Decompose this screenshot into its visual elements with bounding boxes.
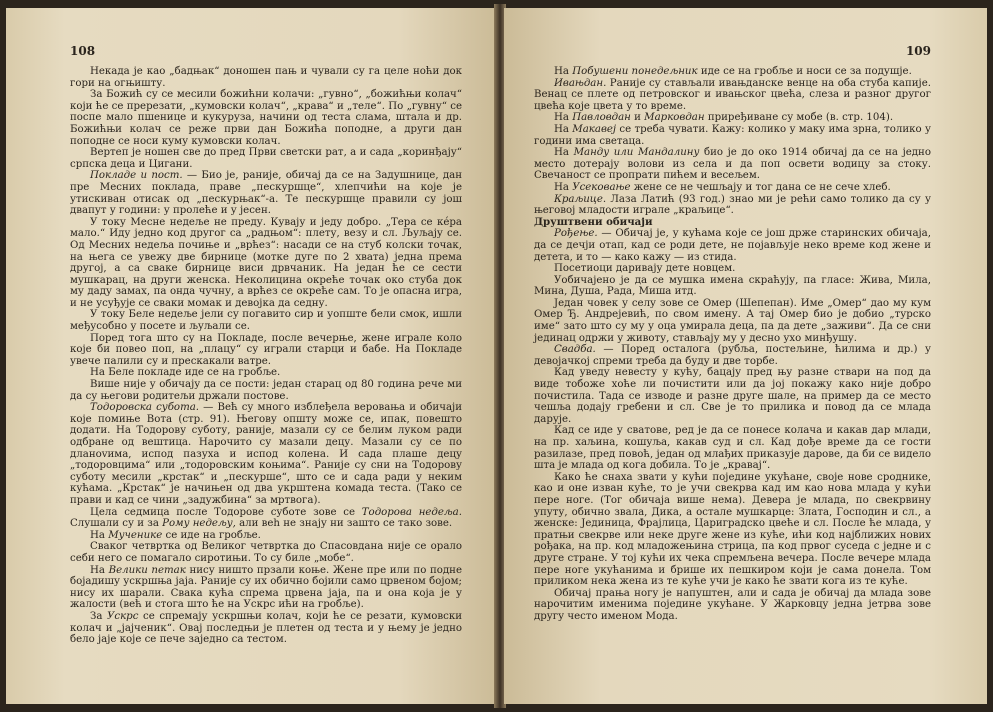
paragraph-text: За Божић су се месили божићни колачи: „гувно“, „божићњи колач“ који ће се пререзати, „кумовски колач“, „крава“ и „теле“. По „гувну“ се поспе мало пшенице и кукуруза, начини од теста слама, штала и др. Божићњи колач се реже први дан Божића поподне, а други дан поподне се носи куму кумовски колач. [70,89,462,147]
paragraph-text: приређиване су мобе (в. стр. 104). [704,112,894,124]
italic-lead: Марковдан [644,112,705,124]
paragraph-text: На [554,181,573,193]
paragraph [70,170,462,216]
paragraph [534,367,931,425]
paragraph [70,367,462,379]
paragraph-text: — Обичај је, у кућама које се још држе старинских обичаја, да се дечји отап, кад се роди дете, не појављује неко време код жене и детета, и то — како кажу — из стида. [534,228,931,263]
paragraph [70,333,462,368]
paragraph-text: Кад уведу невесту у кућу, бацају пред њу разне ствари на под да виде тобоже хоће ли почистити или да јој покажу како није добро почистила. Тада се изводе и разне друге шале, на пример да се место чешља додају гребени и сл. Све је то прилика и повод да се млада дарује. [534,367,931,425]
paragraph-text: али веh не знају ни зашто се тако зове. [235,518,453,530]
paragraph-text: Некада је као „бадњак“ доношен пањ и чували су га целе ноћи док гори на огњишту. [70,66,462,89]
italic-lead: Мученике [108,529,163,541]
paragraph-text: се спремају ускршњи колач, који ће се резати, кумовски колач и „јајченик“. Овај последњи је плетен од теста и у њему је једно бело јаје које се пече заједно са тестом. [70,610,462,646]
paragraph-text: иде се на гробље и носи се за подушје. [697,66,912,77]
paragraph-text: жене се не чешљају и тог дана се не сече хлеб. [630,181,891,193]
paragraph [70,507,462,530]
paragraph-text: се треба чувати. Кажу: колико у маку има зрна, толико у години има светаца. [534,123,931,147]
paragraph [534,147,931,182]
paragraph-text: Цела седмица после Тодорове суботе зове се [90,506,362,518]
paragraph [534,275,931,298]
paragraph [534,588,931,623]
paragraph-text: У току Беле недеље јели су погавито сир и уопште бели смок, ишли међусобно у посете и љуљали се. [70,309,462,333]
paragraph [70,402,462,506]
paragraph [70,147,462,170]
paragraph-text: На [554,147,574,159]
paragraph [534,344,931,367]
italic-lead: Манду или Мандалину [573,147,700,159]
paragraph-text: и [630,112,645,124]
paragraph-text: Поред тога што су на Покладе, после вечерње, жене играле коло које би повео поп, на „плацу“ су играли старци и бабе. На Покладе увече палили су и прескакали ватре. [70,332,462,367]
paragraph-text: — Поред осталога (рубља, постељине, ћилима и др.) у девојачкој спреми треба да буду и две торбе. [534,344,931,367]
paragraph [70,565,462,611]
paragraph-text: У току Месне недеље не преду. Кувају и једу добро. „Тера се кéра мало.“ Иду једно код другог са „радњом“: плету, везу и сл. Љуљају се. Од Месних недеља почиње и „врћез“: насади се на стуб колски точак, на њега се увежу две бирнице (мотке дуге по 2 хвата) једна према другој, а са сваке бирнице виси дрвчаник. На један ће се сести мушкарац, на други женска. Неколицина окреће точак око стуба док му даду замах, па онда чучну, а врћез се окреће сам. То је опасна игра, и не усуђује се сваки момак и девојка да седну. [70,216,462,309]
paragraph-text: На [554,123,573,135]
paragraph-text: Више није у обичају да се пости: један старац од 80 година рече ми да су његови родитељи држали постове. [70,379,462,402]
paragraph-text: На [90,564,109,576]
paragraph [534,263,931,275]
page-number: 108 [70,44,96,58]
paragraph-text: За [90,610,108,622]
italic-lead: Рому недељу, [162,518,236,530]
paragraph [70,66,462,89]
italic-lead: Усековање [572,181,631,193]
right-page-text-bottom [534,228,931,622]
paragraph [534,182,931,194]
paragraph [70,611,462,646]
paragraph-text: Кад се иде у сватове, ред је да се понесе колача и какав дар млади, на пр. хаљина, кошуља, какав суд и сл. Кад дође време да се гости разилазе, пред повоћ, један од млађих приказује дарове, да би се видело шта је млада од кога добила. То је „кравај“. [534,425,931,472]
italic-lead: Свадба. [554,344,596,356]
paragraph [534,66,931,78]
italic-lead: Павловдан [572,112,631,124]
paragraph [70,89,462,147]
paragraph-text: На [554,112,573,124]
left-page [6,8,496,704]
paragraph [534,78,931,113]
section-heading: Друштвени обичаји [534,215,653,228]
italic-lead: Макавеј [572,123,617,135]
right-page [504,8,987,704]
paragraph-text: Сваког четвртка од Великог четвртка до Спасовдана није се орало себи него се помагало сиротињи. То су биле „мобе“. [70,541,462,564]
paragraph-text: се иде на гробље. [162,529,261,541]
paragraph-text: био је до око 1914 обичај да се на једно место дотерају волови из села и да поп освети водицу за стоку. Свечаност се пропрати пићем и весељем. [534,147,931,182]
paragraph-text: Лаза Латић (93 год.) знао ми је рећи само толико да су у његовој младости играле „краљице“. [534,193,931,217]
paragraph-text: нису ништо прзали коње. Жене пре или по подне бојадишу ускршња јаја. Раније су их обично бојили само црвеном бојом; нису их шарали. Свака кућа спрема црвена јаја, па и она која је у жалости (већ и стога што ће на Ускрс ићи на гробље). [70,564,462,611]
right-page-text-top [534,66,931,217]
paragraph [534,112,931,124]
italic-lead: Ускрс [107,610,139,622]
paragraph-text: На Беле покладе иде се на гробље. [90,367,281,379]
paragraph-text: — Већ су много изблеђела веровања и обичаји које помиње Вота (стр. 91). Његову општу може се, ипак, повешто додати. На Тодорову суботу, раније, мазали су се белим луком ради одбране од вештица. Нарочито су мазали децу. Мазали су се по дланovима, испод пазуха и испод колена. И сада плаше децу „тодоровцима“ или „тодоровским коњима“. Раније су сни на Тодорову суботу месили „крстак“ и „пескурше“, што се и сада ради у неким кућама. „Крстак“ је начињен од два укрштена комада теста. (Тако се прави и кад се чини „задужбина“ за мртвога). [70,402,462,506]
paragraph [70,541,462,564]
paragraph-text: Слушали су и за [70,518,163,530]
paragraph [534,425,931,471]
paragraph-text: Посетиоци даривају дете новцем. [554,263,736,275]
paragraph-text: На [90,529,109,541]
paragraph [534,228,931,263]
paragraph-text: Раније су стављали ивањданске венце на оба стуба капије. Венац се плете од петровског и ивањског цвећа, слеза и разног другог цвећа које цвета у то време. [534,77,931,112]
paragraph [70,379,462,402]
italic-lead: Тодоровска субота. [90,402,200,414]
italic-lead: Тодорова недеља. [361,506,462,518]
paragraph [70,309,462,332]
italic-lead: Ивањдан. [554,77,607,89]
paragraph [534,298,931,344]
paragraph-text: Вертеп је ношен све до пред Први светски рат, а и сада „коринђају“ српска деца и Цигани. [70,147,462,170]
paragraph [534,472,931,588]
paragraph-text: Уобичајено је да се мушка имена скраћују, па гласе: Жива, Мила, Мина, Душа, Рада, Миша итд. [534,274,931,298]
paragraph-text: — Био је, раније, обичај да се на Задушнице, дан пре Месних поклада, праве „пескуршце“, хлепчићи на које је утискиван отисак од „пескурњак“-а. Те пескуршце правили су још двапут у години: у пролеће и у јесен. [70,170,462,217]
italic-lead: Побушени понедељник [572,66,698,77]
paragraph-text: Како ће снаха звати у кући поједине укућане, своје нове сроднике, као и оне изван куће, то је учи свекрва кад им као нова млада у кући пере ноге. (Тог обичаја више нема). Девера је млада, по свекрвину упуту, обично звала, Дика, а остале мушкарце: Злата, Господин и сл., а женске: Јединица, Фрајлица, Цариградско цвеће и сл. После ће млада, у пратњи свекрве или неке друге жене из куће, ићи код најближих нових рођака, на пр. код младожењина стрица, па код првог суседа с једне и с друге стране. У тој кући их чека спремљена вечера. После вечере млада пере ноге укућанима и брише их пешкиром који је сама донела. Том приликом нека жена из те куће учи је како ће звати кога из те куће. [534,471,931,588]
paragraph-text: Обичај прања ногу је напуштен, али и сада је обичај да млада зове нарочитим именима поједине укућане. У Жарковцу једна јетрва зове другу често именом Мода. [534,587,931,622]
paragraph [70,217,462,310]
left-page-text [70,66,462,646]
paragraph [70,530,462,542]
page-number: 109 [905,44,931,58]
italic-lead: Краљице. [554,193,607,205]
paragraph-text: Један човек у селу зове се Омер (Шепепан). Име „Омер“ дао му кум Омер Ђ. Андрејевић, по свом имену. А тај Омер био је добио „турско име“ зато што су му у оца умирала деца, па да дете „заживи“. Да се сни јединац одржи у животу, стављају му у десно ухо минђушу. [534,297,931,344]
paragraph [534,194,931,217]
italic-lead: Велики петак [108,564,186,576]
italic-lead: Рођење. [554,228,598,240]
paragraph [534,124,931,147]
italic-lead: Покладе и пост. [90,170,183,182]
paragraph-text: На [554,66,573,77]
